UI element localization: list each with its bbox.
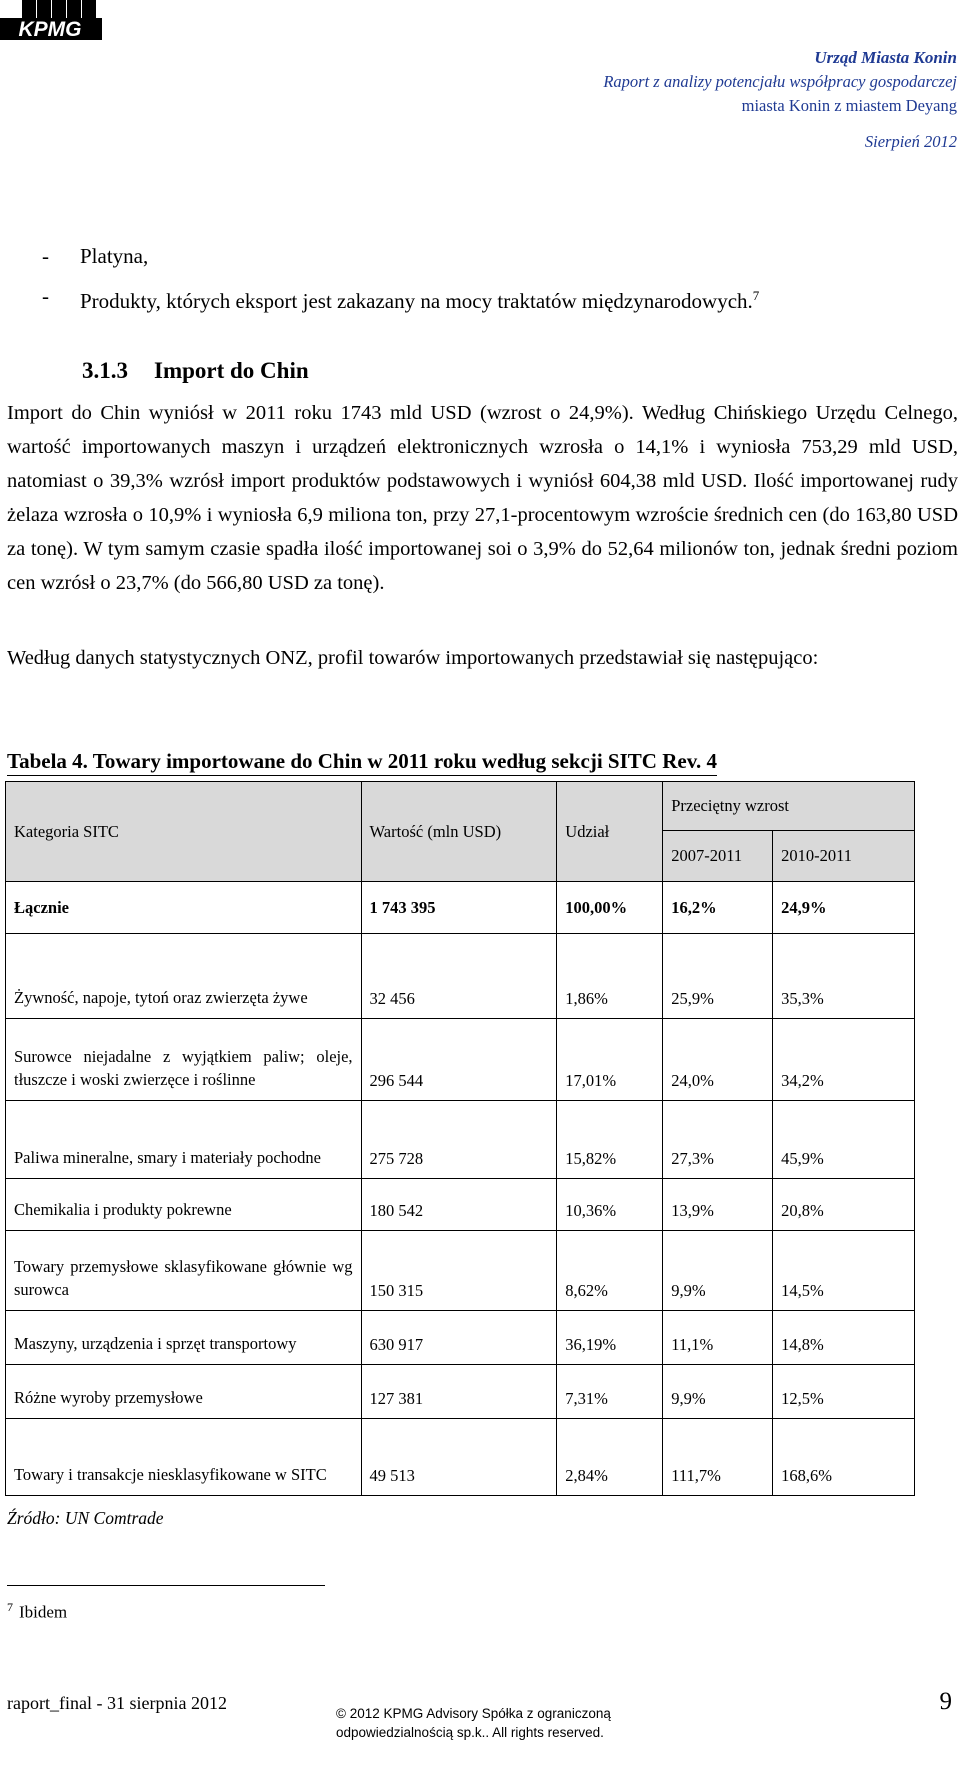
header-subtitle: miasta Konin z miastem Deyang: [741, 96, 957, 115]
body-paragraph: Import do Chin wyniósł w 2011 roku 1743 mld USD (wzrost o 24,9%). Według Chińskiego Urzędu Celnego, wartość importowanych maszyn i urządzeń elektronicznych wzrosła o 14,1% i wyniosła 753,29 mld USD, natomiast o 39,3% wzrósł import produktów podstawowych i wyniósł 604,38 mld USD. Ilość importowanej rudy żelaza wzrosła o 10,9% i wyniosła 6,9 miliona ton, przy 27,1-procentowym wzroście średnich cen (do 163,80 USD za tonę). W tym samym czasie spadła ilość importowanej soi o 3,9% do 52,64 milionów ton, jednak średni poziom cen wzrósł o 23,7% (do 566,80 USD za tonę).: [7, 402, 958, 594]
header-growth: Przeciętny wzrost: [663, 782, 915, 831]
header-report-title: Raport z analizy potencjału współpracy gospodarczej: [603, 72, 957, 91]
document-header: [357, 46, 957, 154]
table-row: Maszyny, urządzenia i sprzęt transportowy 630 917 36,19% 11,1% 14,8%: [6, 1311, 915, 1365]
header-date: Sierpień 2012: [864, 132, 957, 151]
section-heading: [82, 358, 309, 384]
logo-text: KPMG: [18, 18, 82, 40]
header-period-2010-2011: 2010-2011: [773, 831, 915, 882]
table-row: Różne wyroby przemysłowe 127 381 7,31% 9,9% 12,5%: [6, 1365, 915, 1419]
list-dash: -: [42, 284, 49, 308]
list-text: Platyna,: [80, 244, 149, 268]
list-text: Produkty, których eksport jest zakazany na mocy traktatów międzynarodowych.$^7$: [80, 288, 760, 313]
footnote-ref[interactable]: 7: [752, 288, 760, 303]
header-share: Udział: [557, 782, 663, 882]
table-row: Towary przemysłowe sklasyfikowane głównie wg surowca 150 315 8,62% 9,9% 14,5%: [6, 1231, 915, 1311]
header-organization: Urząd Miasta Konin: [814, 48, 957, 67]
footnote: [7, 1600, 67, 1623]
footer-copyright: © 2012 KPMG Advisory Spółka z ograniczoną odpowiedzialnością sp.k.. All rights reserved.: [336, 1706, 611, 1740]
section-number: 3.1.3: [82, 358, 128, 383]
table-row: Surowce niejadalne z wyjątkiem paliw; oleje, tłuszcze i woski zwierzęce i roślinne 296 544 17,01% 24,0% 34,2%: [6, 1019, 915, 1101]
table-title: Tabela 4. Towary importowane do Chin w 2011 roku według sekcji SITC Rev. 4: [7, 747, 717, 776]
table-row: Żywność, napoje, tytoń oraz zwierzęta żywe 32 456 1,86% 25,9% 35,3%: [6, 934, 915, 1019]
table-source: Źródło: UN Comtrade: [7, 1508, 164, 1528]
table-row: Łącznie 1 743 395 100,00% 16,2% 24,9%: [6, 882, 915, 934]
list-dash: -: [42, 244, 49, 268]
kpmg-logo: [0, 0, 102, 40]
table-row: Towary i transakcje niesklasyfikowane w SITC 49 513 2,84% 111,7% 168,6%: [6, 1419, 915, 1496]
page-number: 9: [939, 1688, 952, 1715]
footnote-number: 7: [7, 1600, 13, 1614]
header-period-2007-2011: 2007-2011: [663, 831, 773, 882]
table-row: Chemikalia i produkty pokrewne 180 542 10,36% 13,9% 20,8%: [6, 1179, 915, 1231]
section-title: Import do Chin: [154, 358, 309, 383]
footnote-text: Ibidem: [19, 1602, 68, 1622]
import-table: [5, 781, 915, 1496]
table-row: Paliwa mineralne, smary i materiały pochodne 275 728 15,82% 27,3% 45,9%: [6, 1101, 915, 1179]
header-value: Wartość (mln USD): [361, 782, 557, 882]
footnote-separator: [7, 1585, 325, 1586]
body-paragraph: Według danych statystycznych ONZ, profil towarów importowanych przedstawiał się następująco:: [7, 647, 819, 669]
footer-report-name: raport_final - 31 sierpnia 2012: [7, 1693, 227, 1713]
header-category: Kategoria SITC: [6, 782, 362, 882]
